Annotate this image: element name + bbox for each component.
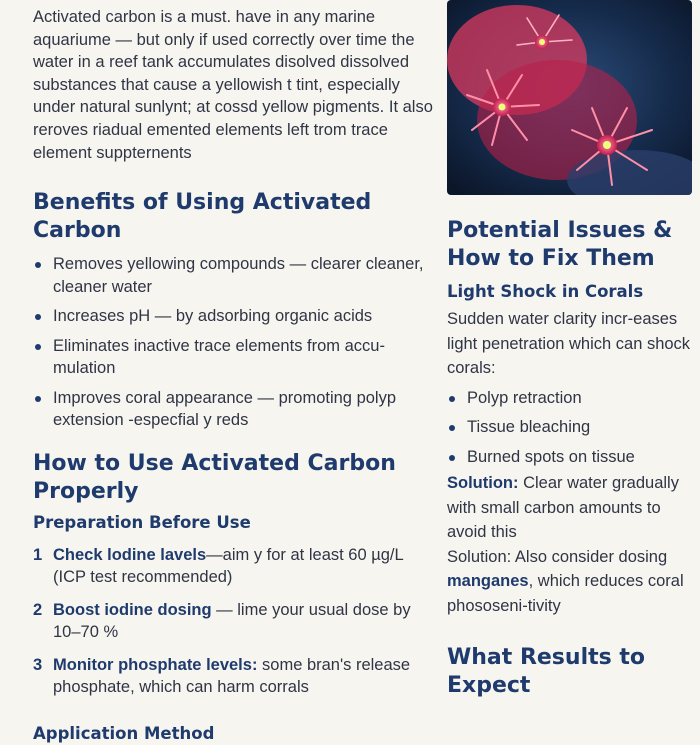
step-lead: Check lodine lavels: [53, 545, 207, 564]
solution-label: Solution:: [447, 547, 512, 566]
list-item-text: Burned spots on tissue: [467, 447, 635, 466]
bullet-icon: [35, 262, 41, 268]
list-item: [33, 253, 433, 298]
issues-heading: Potential Issues & How to Fix Them: [447, 218, 673, 271]
howto-heading: How to Use Activated Carbon Properly: [33, 450, 396, 504]
list-item-text: Tissue bleaching: [467, 418, 591, 436]
light-shock-description: [447, 307, 692, 381]
step-text: some bran's release phosphate, which can harm corrals: [53, 655, 411, 697]
step-lead: Monitor phosphate levels:: [53, 655, 258, 674]
intro-paragraph: [33, 6, 433, 164]
solution-tail: , which reduces coral phososeni-tivity: [447, 572, 684, 615]
bullet-icon: [35, 314, 41, 320]
list-item-text: Removes yellowing compounds — clearer cleaner, cleaner water: [53, 255, 424, 296]
step-number: 2: [33, 600, 43, 619]
issues-list: [447, 387, 692, 469]
bullet-icon: [35, 396, 41, 402]
results-heading: What Results to Expect: [447, 645, 646, 698]
benefits-heading: Benefits of Using Activated Carbon: [33, 190, 372, 244]
step-lead: Boost iodine dosing: [53, 600, 212, 619]
solution-2: [447, 545, 692, 619]
list-item: [447, 446, 692, 469]
list-item: [33, 335, 433, 380]
list-item-text: Eliminates inactive trace elements from accu-mulation: [53, 336, 385, 378]
list-item: [33, 305, 433, 328]
list-item: [33, 599, 433, 644]
step-number: 1: [33, 545, 43, 564]
list-item: [33, 544, 433, 589]
list-item: [447, 416, 692, 439]
list-item-text: Polyp retraction: [467, 388, 582, 407]
bullet-icon: [35, 344, 41, 350]
coral-photo-icon: [447, 0, 692, 195]
bullet-icon: [449, 425, 455, 431]
solution-1: [447, 471, 692, 545]
step-number: 3: [33, 655, 43, 674]
step-text: —aim y for at least 60 µg/L (ICP test recommended): [53, 545, 404, 587]
step-text: — lime your usual dose by 10–70 %: [53, 600, 411, 642]
right-column: [447, 0, 692, 700]
left-column: [33, 6, 433, 745]
solution-label: Solution:: [447, 474, 519, 492]
light-shock-text: Sudden water clarity incr-eases light penetration which can shock corals:: [447, 310, 691, 377]
list-item: [33, 654, 433, 699]
list-item-text: Improves coral appearance — promoting polyp extension -especfial y reds: [53, 388, 397, 430]
solution-highlight: manganes: [447, 572, 529, 590]
solution-text: Also consider dosing: [511, 547, 668, 566]
list-item-text: Increases pH — by adsorbing organic acids: [53, 307, 373, 326]
prep-steps: [33, 544, 433, 699]
list-item: [447, 387, 692, 410]
application-heading: Application Method: [33, 723, 215, 743]
benefits-list: [33, 253, 433, 432]
bullet-icon: [449, 455, 455, 461]
light-shock-heading: Light Shock in Corals: [447, 282, 644, 301]
prep-heading: Preparation Before Use: [33, 512, 251, 532]
intro-text: Activated carbon is a must. have in any marine aquariume — but only if used correctly over time the water in a reef tank accumulates disolved dissolved substances that cause a yellowish t tint, especially under natural sunlynt; at cossd yellow pigments. It also reroves riadual emented elements left trom trace element suppternents: [33, 8, 433, 162]
solution-text: Clear water gradually with small carbon amounts to avoid this: [447, 474, 679, 541]
list-item: [33, 387, 433, 432]
bullet-icon: [449, 396, 455, 402]
